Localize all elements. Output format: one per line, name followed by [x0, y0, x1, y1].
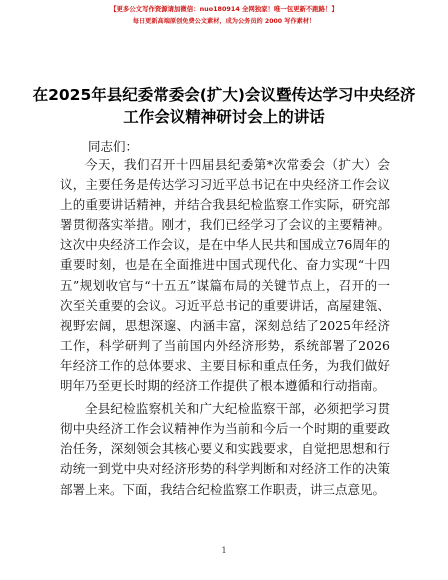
promo-banner-line-2: 每日更新高端原创免费公文素材，成为公务员的 2000 写作素材！: [132, 18, 316, 25]
page-number: 1: [221, 546, 227, 555]
salutation: 同志们：: [88, 139, 139, 154]
document-body: [60, 155, 390, 500]
paragraph-1: 今天，我们召开十四届县纪委第*次常委会（扩大）会议，主要任务是传达学习习近平总书记在中央经济工作会议上的重要讲话精神，并结合我县纪检监察工作实际，研究部署贯彻落实举措。刚才，我们已经学习了会议的主要精神。这次中央经济工作会议，是在中华人民共和国成立76周年的重要时刻，也是在全面推进中国式现代化、奋力实现“十四五”规划收官与“十五五”谋篇布局的关键节点上，召开的一次至关重要的会议。习近平总书记的重要讲话，高屋建瓴、视野宏阔，思想深邃、内涵丰富，深刻总结了2025年经济工作，科学研判了当前国内外经济形势，系统部署了2026年经济工作的总体要求、主要目标和重点任务，为我们做好明年乃至更长时期的经济工作提供了根本遵循和行动指南。: [60, 157, 390, 394]
promo-banner-line-1: 【更多公文写作资源请加微信：nuo180914 全网独家！唯一包更新不跑路！】: [110, 5, 338, 13]
promo-banner: [0, 3, 448, 28]
paragraph-2: 全县纪检监察机关和广大纪检监察干部，必须把学习贯彻中央经济工作会议精神作为当前和今后一个时期的重要政治任务，深刻领会其核心要义和实践要求，自觉把思想和行动统一到党中央对经济形势的科学判断和对经济工作的决策部署上来。下面，我结合纪检监察工作职责，讲三点意见。: [60, 401, 390, 497]
document-title: 在2025年县纪委常委会(扩大)会议暨传达学习中央经济工作会议精神研讨会上的讲话: [32, 86, 416, 126]
